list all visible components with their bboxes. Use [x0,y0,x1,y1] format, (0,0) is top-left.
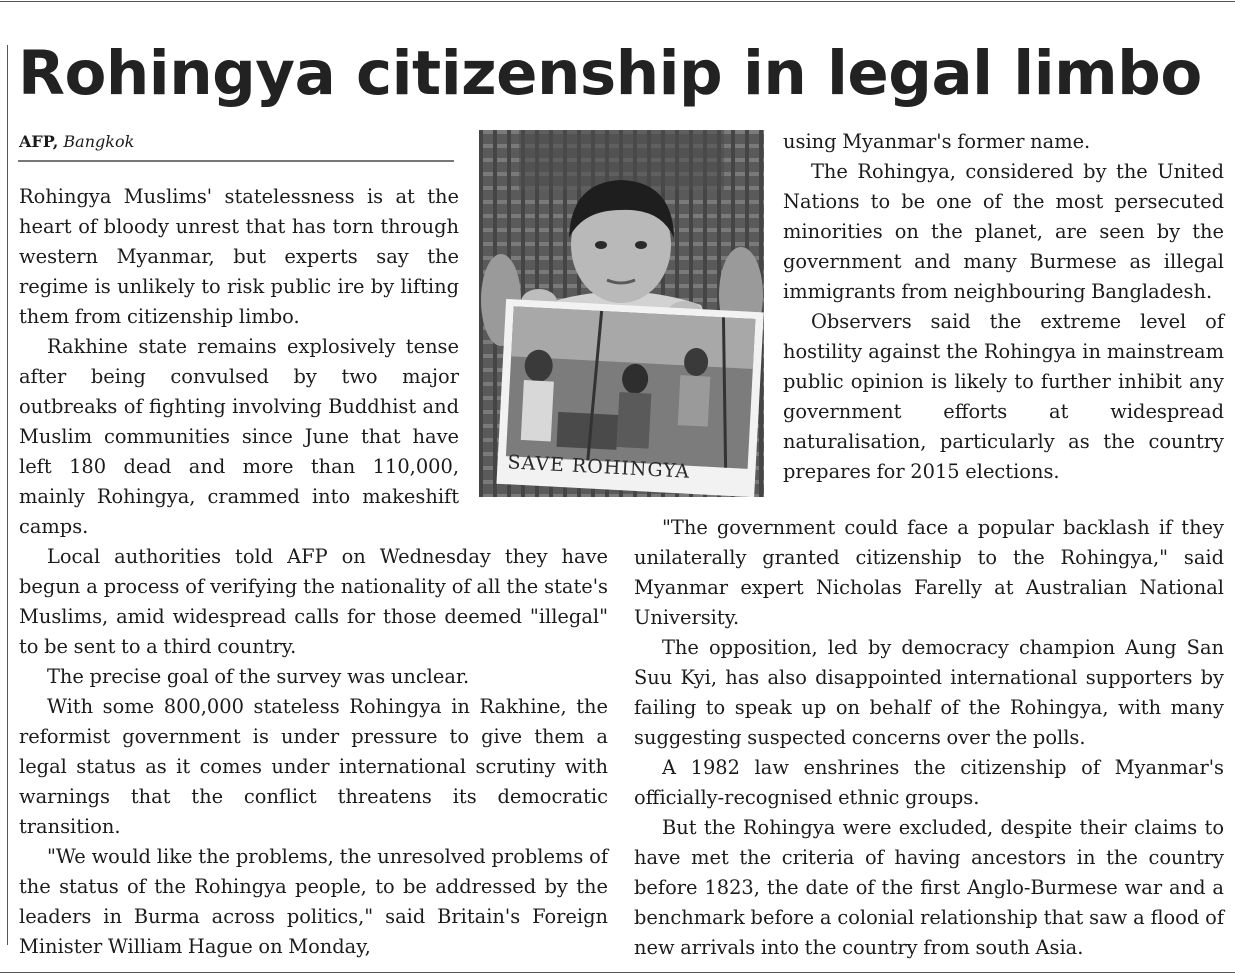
column-d [634,513,1224,963]
byline [19,131,134,153]
paragraph: "We would like the problems, the unresolved problems of the status of the Rohingya people, to be addressed by the leaders in Burma across politics," said Britain's Foreign Minister William Hague on Monday, [19,845,608,958]
column-a [19,182,459,542]
byline-agency: AFP, [19,132,59,151]
paragraph: A 1982 law enshrines the citizenship of Myanmar's officially-recognised ethnic groups. [634,756,1224,809]
paragraph: Observers said the extreme level of hostility against the Rohingya in mainstream public opinion is likely to further inhibit any government efforts at widespread naturalisation, particularly as the country prepares for 2015 elections. [783,310,1224,483]
paragraph: Rakhine state remains explosively tense after being convulsed by two major outbreaks of fighting involving Buddhist and Muslim communities since June that have left 180 dead and more than 110,000, mainly Rohingya, crammed into makeshift camps. [19,335,459,538]
photo-illustration [479,130,764,497]
column-b [19,542,608,962]
column-c [783,127,1224,487]
paragraph: Rohingya Muslims' statelessness is at the heart of bloody unrest that has torn through western Myanmar, but experts say the regime is unlikely to risk public ire by lifting them from citizenship limbo. [19,185,459,328]
left-column-rule [7,45,8,945]
paragraph: "The government could face a popular backlash if they unilaterally granted citizenship to the Rohingya," said Myanmar expert Nicholas Farelly at Australian National University. [634,516,1224,629]
byline-place: Bangkok [63,132,135,151]
paragraph: The precise goal of the survey was unclear. [47,665,470,688]
protest-sign [496,299,763,497]
top-rule [0,1,1235,2]
paragraph: using Myanmar's former name. [783,130,1091,153]
paragraph: But the Rohingya were excluded, despite their claims to have met the criteria of having ancestors in the country before 1823, the date of the first Anglo-Burmese war and a benchmark before a colonial relationship that saw a flood of new arrivals into the country from south Asia. [634,816,1224,959]
bottom-rule [0,972,1235,973]
paragraph: Local authorities told AFP on Wednesday they have begun a process of verifying the nationality of all the state's Muslims, amid widespread calls for those deemed "illegal" to be sent to a third country. [19,545,608,658]
sign-text: SAVE ROHINGYA [507,451,691,483]
byline-rule [18,160,454,162]
article-photo [479,130,764,497]
paragraph: With some 800,000 stateless Rohingya in Rakhine, the reformist government is under pressure to give them a legal status as it comes under international scrutiny with warnings that the conflict threatens its democratic transition. [19,695,608,838]
paragraph: The opposition, led by democracy champion Aung San Suu Kyi, has also disappointed international supporters by failing to speak up on behalf of the Rohingya, with many suggesting suspected concerns over the polls. [634,636,1224,749]
headline: Rohingya citizenship in legal limbo [18,38,1202,109]
paragraph: The Rohingya, considered by the United Nations to be one of the most persecuted minorities on the planet, are seen by the government and many Burmese as illegal immigrants from neighbouring Bangladesh. [783,160,1224,303]
